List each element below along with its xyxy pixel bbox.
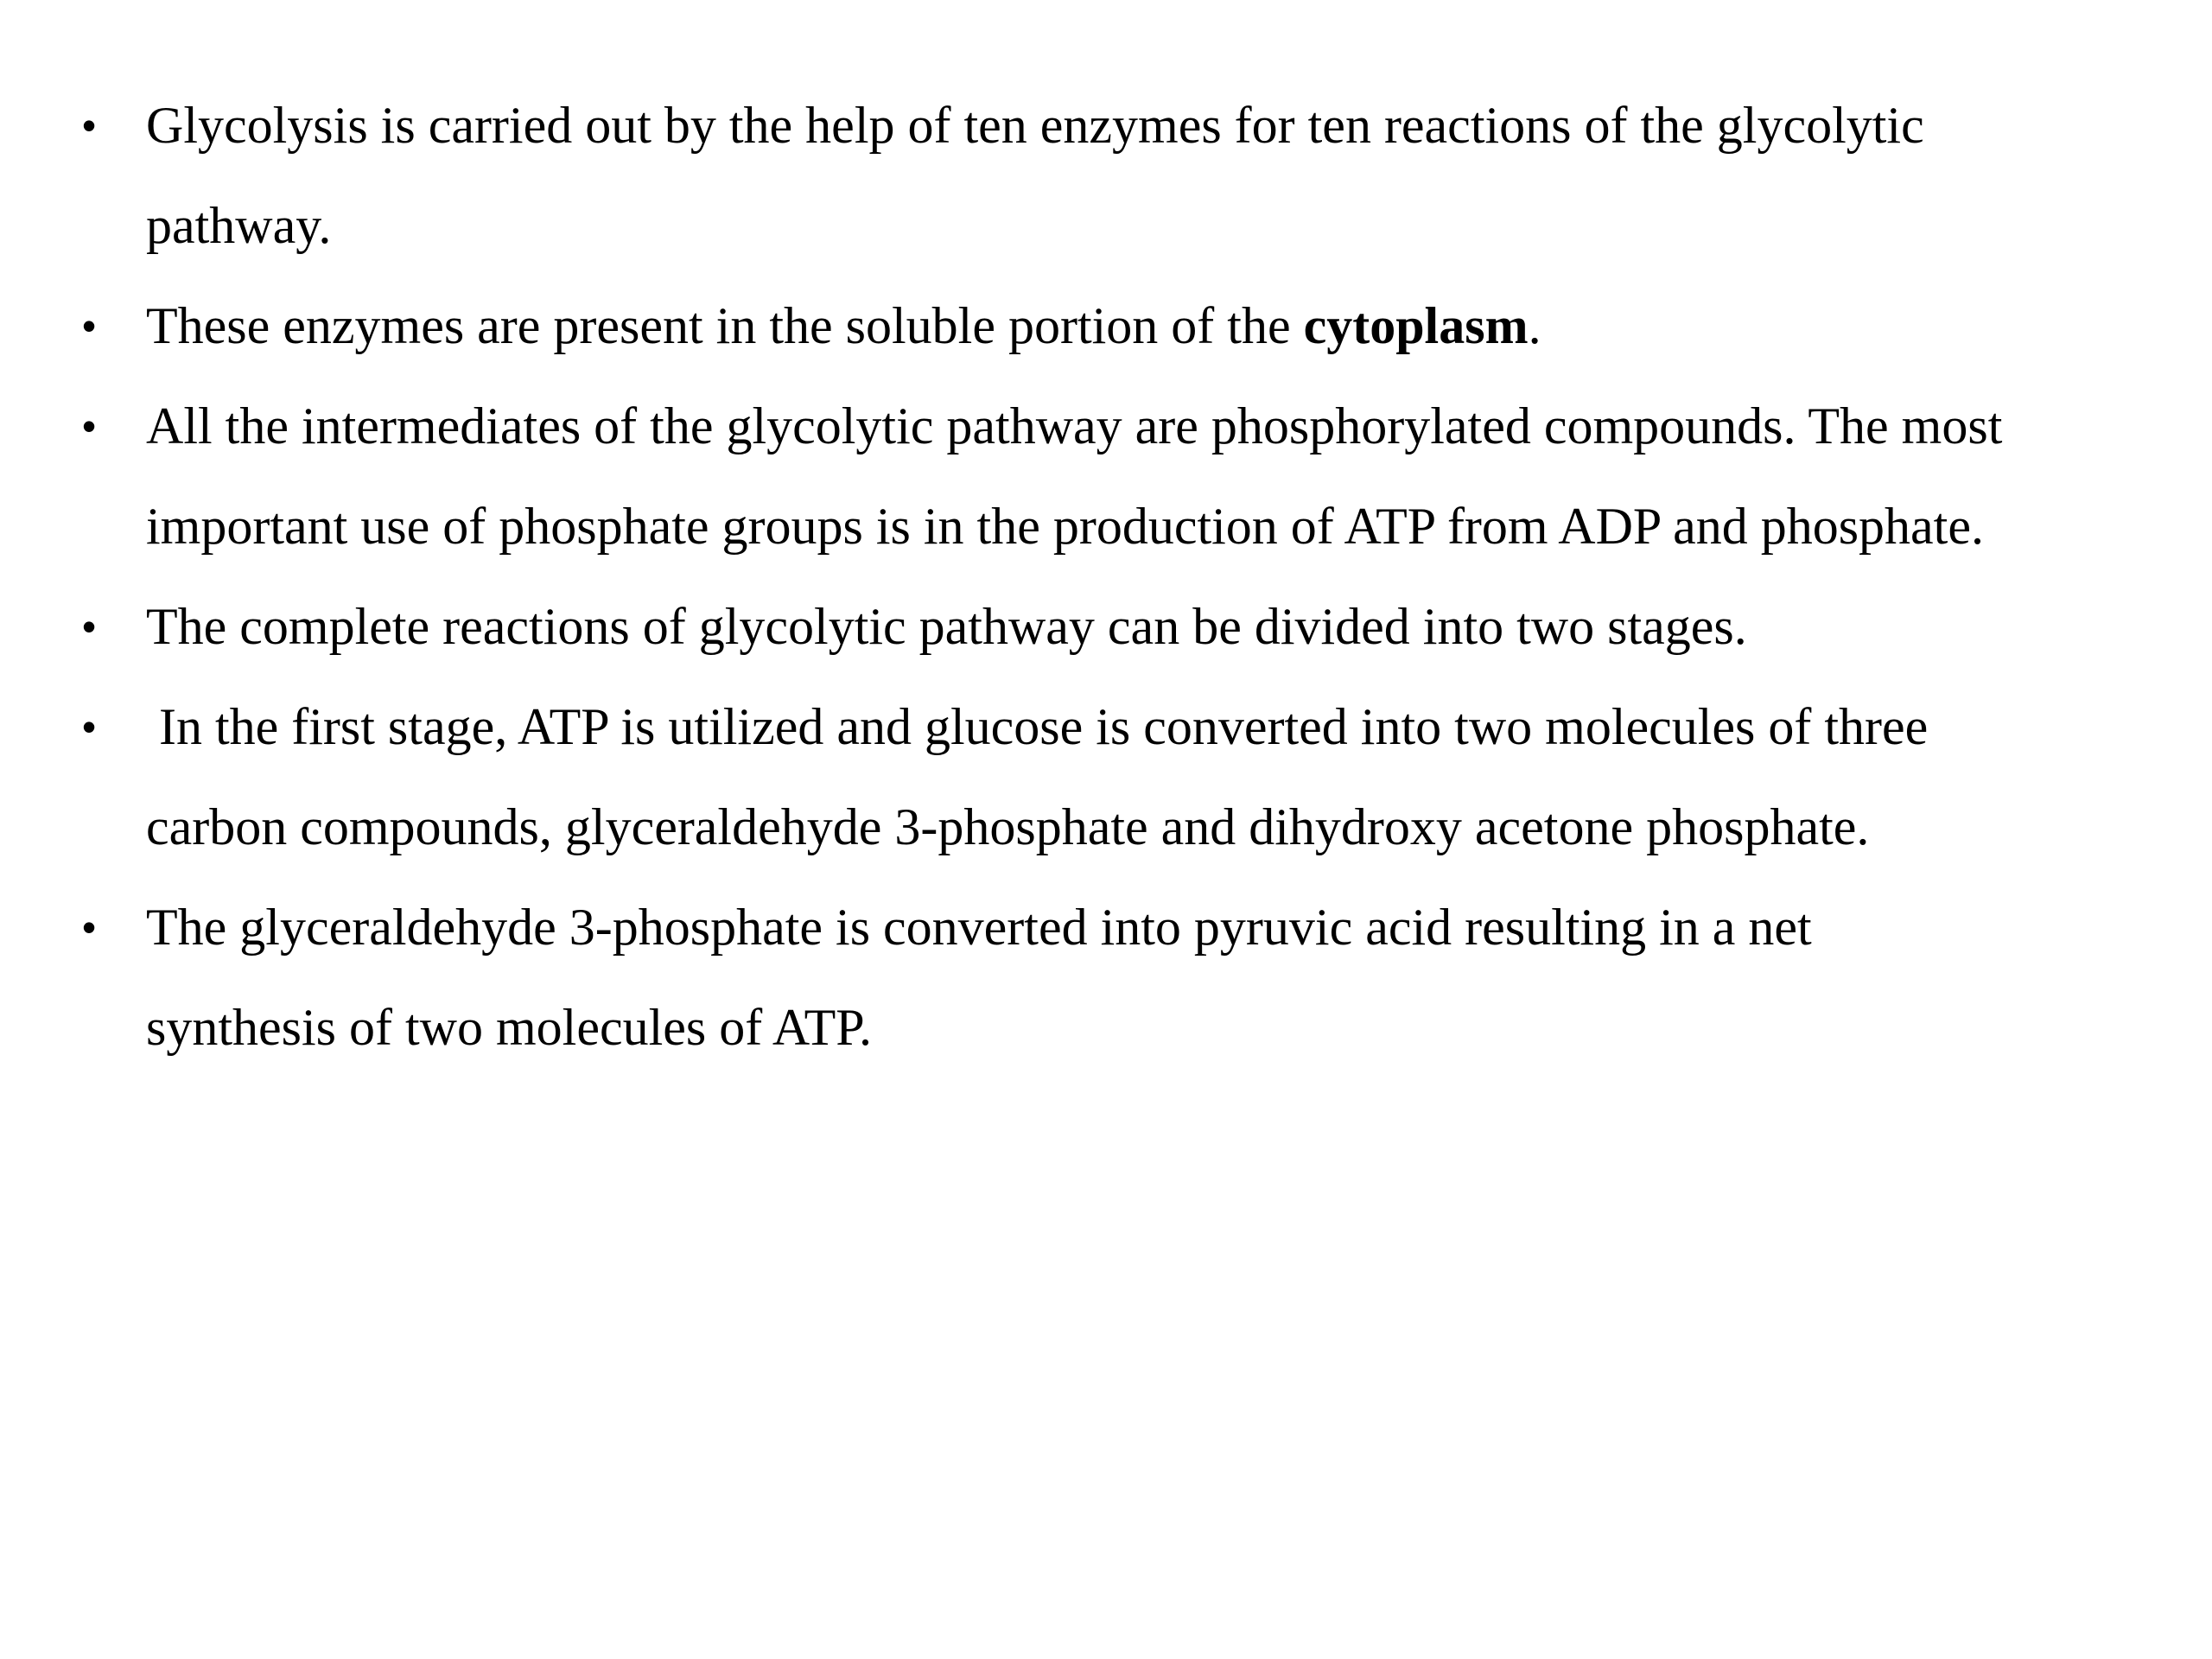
bullet-icon: •	[81, 103, 97, 148]
bullet-list	[0, 75, 2212, 1077]
bullet-icon: •	[81, 905, 97, 950]
bullet-icon: •	[81, 704, 97, 749]
bullet-item-cytoplasm	[0, 276, 2212, 376]
bullet-item-first-stage	[0, 677, 2212, 877]
bullet-text-line: important use of phosphate groups is in the production of ATP from ADP and phosphate.	[146, 498, 1984, 555]
bullet-text-line: All the intermediates of the glycolytic pathway are phosphorylated compounds. The most	[146, 397, 2003, 454]
bullet-text: These enzymes are present in the soluble portion of the	[146, 297, 1304, 354]
bullet-item-pyruvic-acid	[0, 877, 2212, 1077]
bullet-text-line	[146, 276, 2177, 376]
bullet-text-line: Glycolysis is carried out by the help of ten enzymes for ten reactions of the glycolytic	[146, 97, 1924, 154]
bullet-text-line: The complete reactions of glycolytic pathway can be divided into two stages.	[146, 598, 1747, 655]
bullet-item-two-stages	[0, 576, 2212, 677]
bold-term: cytoplasm	[1303, 297, 1529, 354]
bullet-text-line: pathway.	[146, 197, 332, 254]
bullet-icon: •	[81, 303, 97, 348]
bullet-item-glycolysis-enzymes	[0, 75, 2212, 276]
bullet-item-intermediates	[0, 376, 2212, 576]
bullet-text-line: synthesis of two molecules of ATP.	[146, 999, 872, 1056]
bullet-icon: •	[81, 604, 97, 649]
bullet-text-line: carbon compounds, glyceraldehyde 3-phosphate and dihydroxy acetone phosphate.	[146, 798, 1870, 855]
bullet-text: .	[1528, 297, 1541, 354]
bullet-text-line: In the first stage, ATP is utilized and glucose is converted into two molecules of three	[146, 698, 1929, 755]
bullet-icon: •	[81, 404, 97, 448]
bullet-text-line: The glyceraldehyde 3-phosphate is converted into pyruvic acid resulting in a net	[146, 899, 1812, 956]
